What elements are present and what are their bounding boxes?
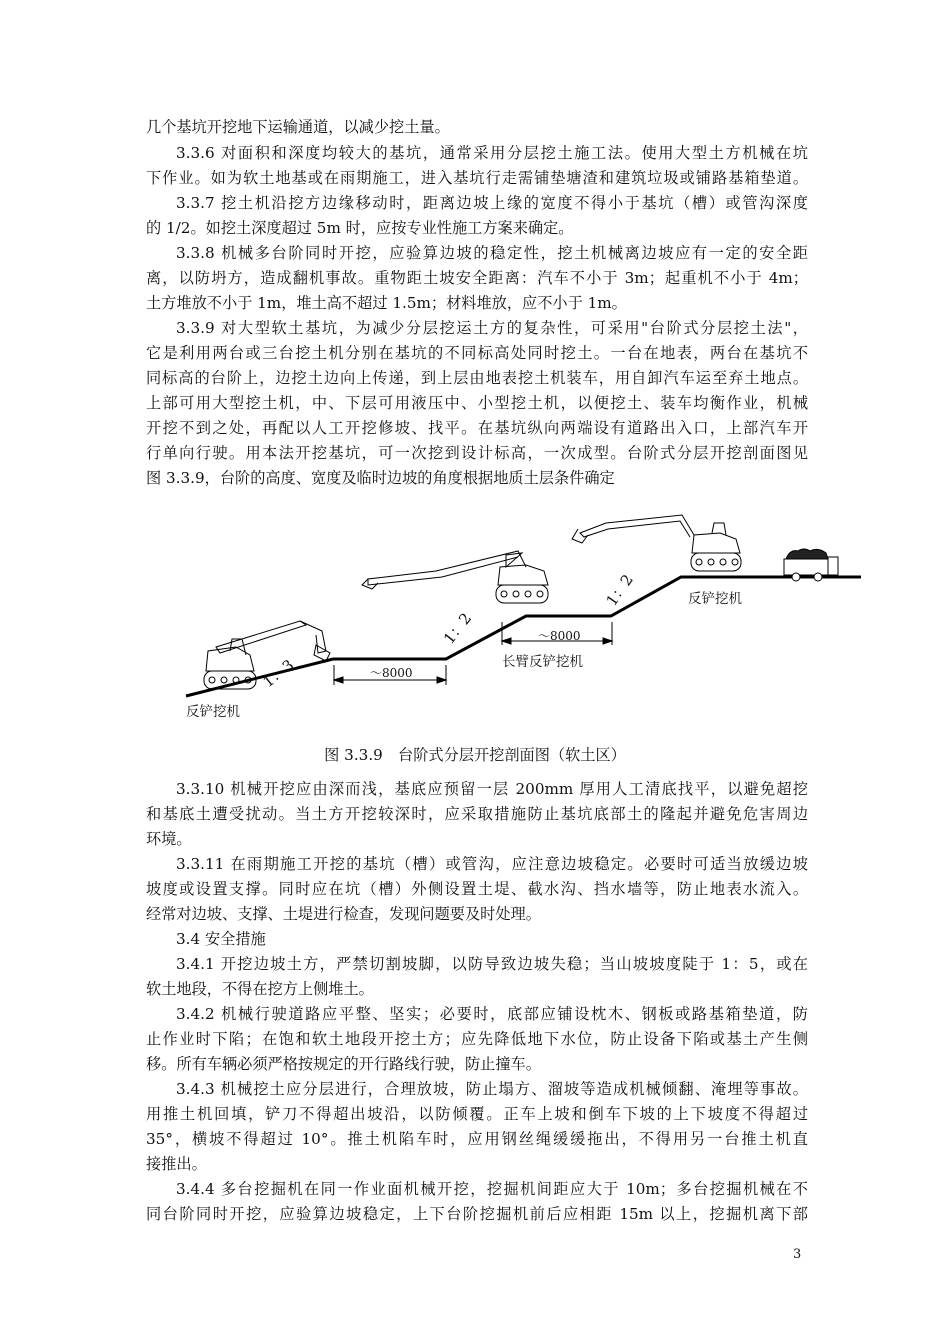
slope-label: 1：2: [602, 571, 637, 610]
paragraph-line: 下作业。如为软土地基或在雨期施工，进入基坑行走需铺垫塘渣和建筑垃圾或铺路基箱垫道。: [146, 169, 808, 187]
paragraph-line: 3.3.10 机械开挖应由深而浅，基底应预留一层 200mm 厚用人工清底找平，以避免超挖: [176, 780, 808, 798]
paragraph-line: 止作业时下陷；在饱和软土地段开挖土方；应先降低地下水位，防止设备下陷或基土产生侧: [146, 1030, 808, 1048]
paragraph-line: 3.4.3 机械挖土应分层进行，合理放坡，防止塌方、溜坡等造成机械倾翻、淹埋等事故。: [176, 1080, 808, 1098]
paragraph-line: 移。所有车辆必须严格按规定的开行路线行驶，防止撞车。: [146, 1055, 541, 1073]
paragraph-line: 3.3.11 在雨期施工开挖的基坑（槽）或管沟，应注意边坡稳定。必要时可适当放缓边坡: [176, 855, 808, 873]
paragraph-line: 离，以防坍方，造成翻机事故。重物距土坡安全距离：汽车不小于 3m；起重机不小于 4m；: [146, 269, 808, 287]
paragraph-line: 用推土机回填，铲刀不得超出坡沿，以防倾覆。正车上坡和倒车下坡的上下坡度不得超过: [146, 1105, 808, 1123]
paragraph-line: 同标高的台阶上，边挖土边向上传递，到上层由地表挖土机装车，用自卸汽车运至弃土地点。: [146, 369, 808, 387]
paragraph-line: 3.4.1 开挖边坡土方，严禁切割坡脚，以防导致边坡失稳；当山坡坡度陡于 1：5，或在: [176, 955, 808, 973]
paragraph-line: 3.4.2 机械行驶道路应平整、坚实；必要时，底部应铺设枕木、钢板或路基箱垫道，防: [176, 1005, 808, 1023]
excavator-middle: [362, 551, 548, 603]
paragraph-line: 接推出。: [146, 1155, 207, 1173]
slope-label: 1：3: [259, 655, 298, 692]
paragraph-line: 环境。: [146, 830, 192, 848]
machine-label: 反铲挖机: [186, 704, 240, 720]
figure-caption: 图 3.3.9 台阶式分层开挖剖面图（软土区）: [324, 746, 626, 764]
paragraph-line: 经常对边坡、支撑、土堤进行检查，发现问题要及时处理。: [146, 905, 541, 923]
paragraph-line: 3.3.7 挖土机沿挖方边缘移动时，距离边坡上缘的宽度不得小于基坑（槽）或管沟深度: [176, 194, 808, 212]
paragraph-line: 3.3.6 对面积和深度均较大的基坑，通常采用分层挖土施工法。使用大型土方机械在坑: [176, 144, 808, 162]
dimension-label: ～8000: [538, 629, 581, 643]
page-number: 3: [793, 1247, 802, 1262]
paragraph-line: 和基底土遭受扰动。当土方开挖较深时，应采取措施防止基坑底部土的隆起并避免危害周边: [146, 805, 808, 823]
paragraph-line: 3.3.8 机械多台阶同时开挖，应验算边坡的稳定性，挖土机械离边坡应有一定的安全距: [176, 244, 808, 262]
paragraph-line: 它是利用两台或三台挖土机分别在基坑的不同标高处同时挖土。一台在地表，两台在基坑不: [146, 344, 808, 362]
section-figure: [146, 495, 866, 740]
machine-label: 长臂反铲挖机: [502, 654, 583, 670]
paragraph-line: 上部可用大型挖土机，中、下层可用液压中、小型挖土机，以便挖土、装车均衡作业，机械: [146, 394, 808, 412]
paragraph-line: 土方堆放不小于 1m，堆土高不超过 1.5m；材料堆放，应不小于 1m。: [146, 294, 627, 312]
paragraph-line: 35°，横坡不得超过 10°。推土机陷车时，应用钢丝绳缓缓拖出，不得用另一台推土机直: [146, 1130, 808, 1148]
machine-label: 反铲挖机: [688, 591, 742, 607]
paragraph-line: 3.4.4 多台挖掘机在同一作业面机械开挖，挖掘机间距应大于 10m；多台挖掘机械在不: [176, 1180, 808, 1198]
excavation-profile: [186, 577, 861, 696]
excavator-upper: [572, 515, 741, 571]
paragraph-line: 图 3.3.9，台阶的高度、宽度及临时边坡的角度根据地质土层条件确定: [146, 469, 615, 487]
paragraph-line: 开挖不到之处，再配以人工开挖修坡、找平。在基坑纵向两端设有道路出入口，上部汽车开: [146, 419, 808, 437]
slope-label: 1：2: [439, 609, 476, 648]
section-heading: 3.4 安全措施: [176, 930, 266, 948]
paragraph-line: 行单向行驶。用本法开挖基坑，可一次挖到设计标高，一次成型。台阶式分层开挖剖面图见: [146, 444, 808, 462]
paragraph-line: 坡度或设置支撑。同时应在坑（槽）外侧设置土堤、截水沟、挡水墙等，防止地表水流入。: [146, 880, 808, 898]
machine-labels: [186, 590, 742, 720]
paragraph-line: 同台阶同时开挖，应验算边坡稳定，上下台阶挖掘机前后应相距 15m 以上，挖掘机离下部: [146, 1205, 808, 1223]
paragraph-line: 的 1/2。如挖土深度超过 5m 时，应按专业性施工方案来确定。: [146, 219, 574, 237]
dimension-label: ～8000: [370, 666, 413, 680]
paragraph-line: 几个基坑开挖地下运输通道，以减少挖土量。: [146, 118, 450, 136]
paragraph-line: 3.3.9 对大型软土基坑，为减少分层挖运土方的复杂性，可采用"台阶式分层挖土法"，: [176, 319, 808, 337]
paragraph-line: 软土地段，不得在挖方上侧堆土。: [146, 980, 374, 998]
